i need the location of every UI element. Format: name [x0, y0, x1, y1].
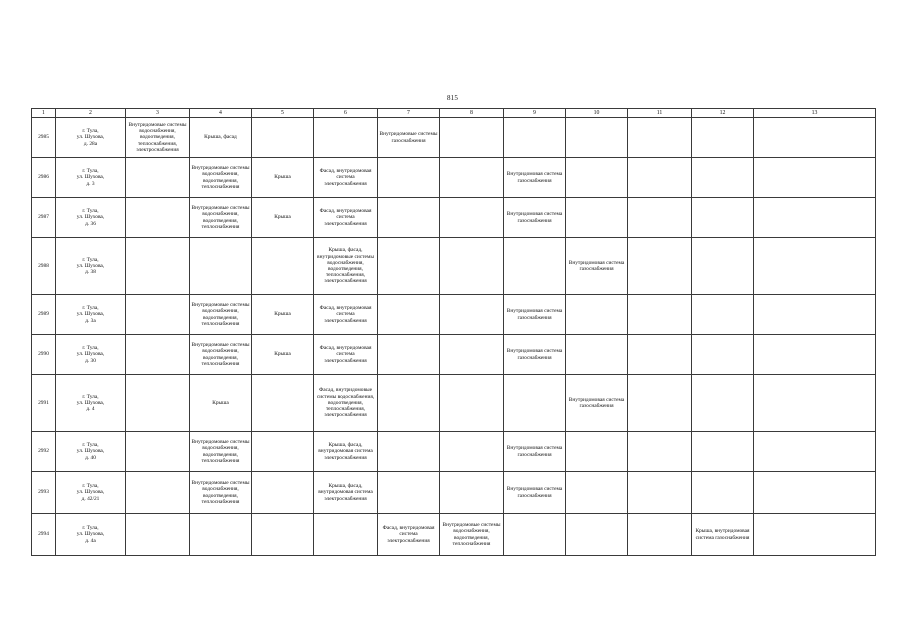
row-number-cell: 2992: [32, 432, 56, 472]
work-type-cell: [628, 295, 692, 335]
work-type-cell: [692, 375, 754, 432]
header-row: [32, 109, 876, 118]
work-type-cell: Крыша: [252, 198, 314, 238]
work-type-cell: [754, 158, 876, 198]
work-type-cell: Внутридомовые системы водоснабжения, водоотведения, теплоснабжения: [190, 472, 252, 514]
column-header: 8: [440, 109, 504, 118]
work-type-cell: [566, 198, 628, 238]
address-cell: г. Тула, ул. Шухова, д. 36: [56, 198, 126, 238]
table-row: [32, 295, 876, 335]
column-header: 4: [190, 109, 252, 118]
work-type-cell: Крыша, фасад, внутридомовая система электроснабжения: [314, 432, 378, 472]
work-type-cell: [440, 238, 504, 295]
column-header: 7: [378, 109, 440, 118]
column-header: 9: [504, 109, 566, 118]
address-cell: г. Тула, ул. Шухова, д. 3: [56, 158, 126, 198]
work-type-cell: [252, 432, 314, 472]
work-type-cell: [754, 472, 876, 514]
work-type-cell: [440, 158, 504, 198]
address-cell: г. Тула, ул. Шухова, д. 42/21: [56, 472, 126, 514]
column-header: 10: [566, 109, 628, 118]
row-number-cell: 2985: [32, 118, 56, 158]
work-type-cell: Фасад, внутридомовая система электроснабжения: [314, 335, 378, 375]
work-type-cell: Внутридомовая система газоснабжения: [504, 472, 566, 514]
work-type-cell: [628, 198, 692, 238]
work-type-cell: [378, 472, 440, 514]
work-type-cell: [126, 375, 190, 432]
work-type-cell: Крыша, фасад: [190, 118, 252, 158]
work-type-cell: [440, 472, 504, 514]
work-type-cell: [252, 238, 314, 295]
work-type-cell: Крыша, фасад, внутридомовая система электроснабжения: [314, 472, 378, 514]
work-type-cell: Внутридомовые системы водоснабжения, водоотведения, теплоснабжения: [190, 335, 252, 375]
work-type-cell: [190, 514, 252, 556]
work-type-cell: Внутридомовая система газоснабжения: [504, 432, 566, 472]
work-type-cell: [252, 118, 314, 158]
work-type-cell: [440, 295, 504, 335]
row-number-cell: 2986: [32, 158, 56, 198]
table-row: [32, 432, 876, 472]
work-type-cell: Крыша, внутридомовая система газоснабжения: [692, 514, 754, 556]
work-type-cell: [378, 375, 440, 432]
work-type-cell: [566, 118, 628, 158]
work-type-cell: [692, 198, 754, 238]
column-header: 13: [754, 109, 876, 118]
work-type-cell: [692, 158, 754, 198]
work-type-cell: Крыша: [252, 295, 314, 335]
column-header: 1: [32, 109, 56, 118]
work-type-cell: [754, 118, 876, 158]
work-type-cell: [314, 514, 378, 556]
work-type-cell: [440, 118, 504, 158]
work-type-cell: [692, 295, 754, 335]
work-type-cell: [440, 335, 504, 375]
work-type-cell: [754, 335, 876, 375]
work-type-cell: Крыша, фасад, внутридомовые системы водоснабжения, водоотведения, теплоснабжения, электроснабжения: [314, 238, 378, 295]
work-type-cell: [504, 238, 566, 295]
work-type-cell: Крыша: [252, 335, 314, 375]
row-number-cell: 2994: [32, 514, 56, 556]
table-row: [32, 375, 876, 432]
work-type-cell: [692, 118, 754, 158]
work-type-cell: Внутридомовая система газоснабжения: [504, 335, 566, 375]
work-type-cell: Крыша: [252, 158, 314, 198]
work-type-cell: [566, 432, 628, 472]
work-type-cell: Фасад, внутридомовая система электроснабжения: [378, 514, 440, 556]
row-number-cell: 2988: [32, 238, 56, 295]
work-type-cell: [566, 335, 628, 375]
row-number-cell: 2990: [32, 335, 56, 375]
work-type-cell: [566, 158, 628, 198]
table-row: [32, 514, 876, 556]
address-cell: г. Тула, ул. Шухова, д. 38: [56, 238, 126, 295]
work-type-cell: Внутридомовая система газоснабжения: [566, 375, 628, 432]
work-type-cell: Внутридомовые системы водоснабжения, водоотведения, теплоснабжения: [190, 295, 252, 335]
work-type-cell: [628, 158, 692, 198]
work-type-cell: [754, 198, 876, 238]
work-type-cell: [378, 295, 440, 335]
work-type-cell: [252, 375, 314, 432]
work-type-cell: [628, 238, 692, 295]
work-type-cell: Фасад, внутридомовые системы водоснабжения, водоотведения, теплоснабжения, электроснабжения: [314, 375, 378, 432]
work-type-cell: [628, 472, 692, 514]
column-header: 2: [56, 109, 126, 118]
work-type-cell: Внутридомовые системы водоснабжения, водоотведения, теплоснабжения: [190, 158, 252, 198]
work-type-cell: Внутридомовые системы водоснабжения, водоотведения, теплоснабжения, электроснабжения: [126, 118, 190, 158]
work-type-cell: [252, 514, 314, 556]
column-header: 6: [314, 109, 378, 118]
table-body: [32, 118, 876, 556]
work-type-cell: Внутридомовые системы газоснабжения: [378, 118, 440, 158]
work-type-cell: [692, 472, 754, 514]
work-type-cell: [628, 375, 692, 432]
address-cell: г. Тула, ул. Шухова, д. 28а: [56, 118, 126, 158]
work-type-cell: [378, 432, 440, 472]
work-type-cell: [126, 198, 190, 238]
column-header: 3: [126, 109, 190, 118]
table-row: [32, 238, 876, 295]
work-type-cell: [504, 118, 566, 158]
work-type-cell: [126, 432, 190, 472]
column-header: 12: [692, 109, 754, 118]
work-type-cell: [628, 432, 692, 472]
work-type-cell: Фасад, внутридомовая система электроснабжения: [314, 158, 378, 198]
work-type-cell: [440, 432, 504, 472]
work-type-cell: [440, 198, 504, 238]
work-type-cell: Внутридомовые системы водоснабжения, водоотведения, теплоснабжения: [190, 432, 252, 472]
address-cell: г. Тула, ул. Шухова, д. 30: [56, 335, 126, 375]
work-type-cell: [126, 472, 190, 514]
table-row: [32, 335, 876, 375]
work-type-cell: [126, 158, 190, 198]
work-type-cell: Внутридомовая система газоснабжения: [504, 198, 566, 238]
column-header: 5: [252, 109, 314, 118]
work-type-cell: [378, 158, 440, 198]
work-type-cell: Внутридомовая система газоснабжения: [504, 295, 566, 335]
work-type-cell: [504, 375, 566, 432]
work-type-cell: [754, 432, 876, 472]
table-row: [32, 158, 876, 198]
address-cell: г. Тула, ул. Шухова, д. 4: [56, 375, 126, 432]
work-type-cell: [692, 238, 754, 295]
work-type-cell: [126, 295, 190, 335]
work-type-cell: Внутридомовые системы водоснабжения, водоотведения, теплоснабжения: [440, 514, 504, 556]
table-row: [32, 118, 876, 158]
page-number: 815: [446, 94, 459, 102]
table-row: [32, 198, 876, 238]
work-type-cell: Внутридомовая система газоснабжения: [504, 158, 566, 198]
work-type-cell: [378, 335, 440, 375]
schedule-table: [31, 108, 876, 556]
work-type-cell: [566, 514, 628, 556]
work-type-cell: [754, 375, 876, 432]
work-type-cell: [754, 238, 876, 295]
work-type-cell: [378, 238, 440, 295]
work-type-cell: [628, 335, 692, 375]
work-type-cell: Внутридомовая система газоснабжения: [566, 238, 628, 295]
work-type-cell: [628, 118, 692, 158]
work-type-cell: [126, 514, 190, 556]
work-type-cell: [252, 472, 314, 514]
work-type-cell: [378, 198, 440, 238]
work-type-cell: [692, 432, 754, 472]
address-cell: г. Тула, ул. Шухова, д. 4а: [56, 514, 126, 556]
work-type-cell: [190, 238, 252, 295]
column-header: 11: [628, 109, 692, 118]
row-number-cell: 2993: [32, 472, 56, 514]
work-type-cell: [126, 238, 190, 295]
row-number-cell: 2991: [32, 375, 56, 432]
work-type-cell: [566, 472, 628, 514]
work-type-cell: [504, 514, 566, 556]
address-cell: г. Тула, ул. Шухова, д. 40: [56, 432, 126, 472]
work-type-cell: [440, 375, 504, 432]
work-type-cell: Внутридомовые системы водоснабжения, водоотведения, теплоснабжения: [190, 198, 252, 238]
work-type-cell: [314, 118, 378, 158]
work-type-cell: Фасад, внутридомовая система электроснабжения: [314, 198, 378, 238]
work-type-cell: [754, 514, 876, 556]
work-type-cell: [126, 335, 190, 375]
work-type-cell: [692, 335, 754, 375]
row-number-cell: 2987: [32, 198, 56, 238]
table-row: [32, 472, 876, 514]
work-type-cell: Фасад, внутридомовая система электроснабжения: [314, 295, 378, 335]
work-type-cell: Крыша: [190, 375, 252, 432]
work-type-cell: [566, 295, 628, 335]
work-type-cell: [628, 514, 692, 556]
work-type-cell: [754, 295, 876, 335]
row-number-cell: 2989: [32, 295, 56, 335]
address-cell: г. Тула, ул. Шухова, д. 3а: [56, 295, 126, 335]
